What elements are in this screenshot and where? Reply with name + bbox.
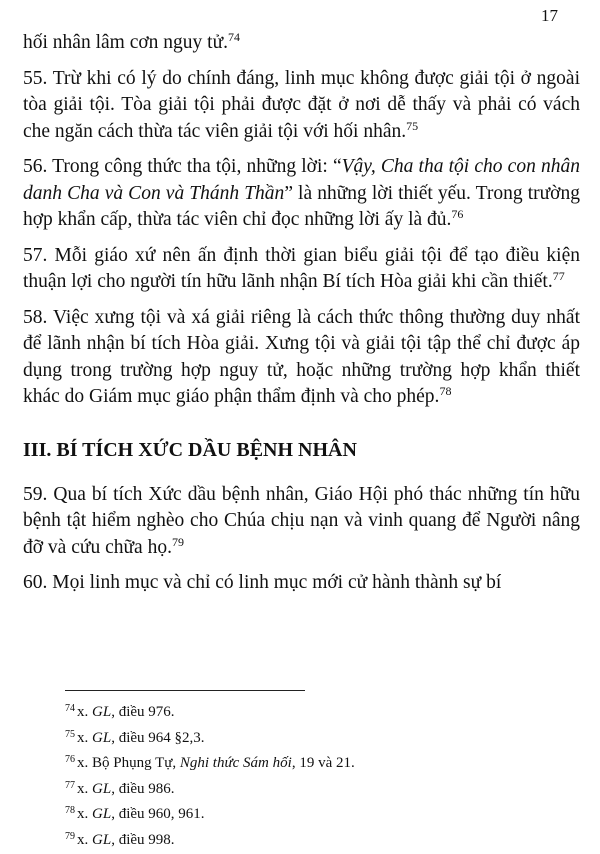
footnote: [65, 828, 355, 854]
footnote-italic-text: GL: [92, 831, 112, 848]
footnote-text: x.: [77, 780, 92, 797]
footnote-number: 78: [65, 805, 75, 816]
footnote: [65, 726, 355, 752]
footnote-italic-text: GL: [92, 704, 112, 720]
page-body: [23, 30, 580, 606]
paragraph: [23, 154, 580, 234]
footnote-italic-text: GL: [92, 729, 112, 746]
paragraph: [23, 243, 580, 296]
footnote-reference[interactable]: 75: [406, 118, 419, 133]
footnote-italic-text: GL: [92, 780, 112, 797]
footnote-text: x.: [77, 729, 92, 746]
footnote-italic-text: GL: [92, 806, 112, 822]
footnote-number: 75: [65, 728, 75, 740]
footnote-reference[interactable]: 78: [439, 384, 452, 398]
paragraph: [23, 305, 580, 411]
footnote-text: x. Bộ Phụng Tự,: [77, 755, 180, 771]
footnote-number: 76: [65, 754, 75, 765]
paragraphs-after: [23, 482, 580, 597]
italic-text: Vậy, Cha tha tội cho con nhân danh Cha và Con và Thánh Thần: [23, 156, 580, 204]
paragraph-text: 59. Qua bí tích Xức dầu bệnh nhân, Giáo Hội phó thác những tín hữu bệnh tật hiểm nghèo cho Chúa chịu nạn và vinh quang để Người nâng đỡ và cứu chữa họ.: [23, 483, 580, 558]
footnote-number: 74: [65, 703, 75, 714]
paragraph-text: ” là những lời thiết yếu. Trong trường hợp khẩn cấp, thừa tác viên chỉ đọc những lời ấy là đủ.: [23, 182, 580, 230]
footnote-reference[interactable]: 79: [171, 534, 184, 549]
footnote-text: x.: [77, 806, 92, 822]
footnote-text: , 19 và 21.: [291, 755, 355, 771]
footnote-text: x.: [77, 831, 92, 848]
footnote: [65, 751, 355, 777]
footnote-divider: [65, 690, 305, 691]
paragraph-text: 58. Việc xưng tội và xá giải riêng là cách thức thông thường duy nhất để lãnh nhận bí tích Hòa giải. Xưng tội và giải tội tập thể chỉ được áp dụng trong trường hợp nguy tử, hoặc những trường hợp khẩn thiết khác do Giám mục giáo phận thẩm định và cho phép.: [23, 306, 580, 407]
footnote-text: , điều 960, 961.: [111, 806, 205, 822]
footnote-number: 77: [65, 779, 75, 791]
footnote-reference[interactable]: 74: [228, 30, 241, 44]
page-number: 17: [541, 6, 558, 25]
footnote: [65, 700, 355, 726]
paragraph: [23, 66, 580, 146]
paragraph: [23, 482, 580, 562]
footnote-reference[interactable]: 76: [451, 207, 464, 221]
footnote-text: , điều 976.: [111, 704, 175, 720]
footnotes: [65, 700, 355, 853]
paragraph-text: 55. Trừ khi có lý do chính đáng, linh mục không được giải tội ở ngoài tòa giải tội. Tòa giải tội phải được đặt ở nơi dễ thấy và phải có vách che ngăn cách thừa tác viên giải tội với hối nhân.: [23, 67, 580, 142]
footnote-text: , điều 986.: [111, 780, 175, 797]
paragraph: [23, 570, 580, 597]
footnote-number: 79: [65, 830, 75, 842]
paragraph-text: hối nhân lâm cơn nguy tử.: [23, 32, 229, 53]
paragraph-text: 60. Mọi linh mục và chỉ có linh mục mới cử hành thành sự bí: [23, 572, 502, 593]
footnote-reference[interactable]: 77: [552, 269, 565, 283]
footnote: [65, 777, 355, 803]
section-heading: III. BÍ TÍCH XỨC DẦU BỆNH NHÂN: [23, 438, 357, 461]
footnote: [65, 802, 355, 828]
paragraphs-before: [23, 30, 580, 411]
paragraph-text: 56. Trong công thức tha tội, những lời: “: [23, 156, 342, 177]
footnote-text: , điều 998.: [111, 831, 175, 848]
footnote-text: x.: [77, 704, 92, 720]
footnote-italic-text: Nghi thức Sám hối: [179, 755, 292, 771]
paragraph-text: 57. Mỗi giáo xứ nên ấn định thời gian biểu giải tội để tạo điều kiện thuận lợi cho người tín hữu lãnh nhận Bí tích Hòa giải khi cần thiết.: [23, 244, 580, 292]
footnote-text: , điều 964 §2,3.: [111, 729, 205, 746]
paragraph: [23, 30, 580, 57]
